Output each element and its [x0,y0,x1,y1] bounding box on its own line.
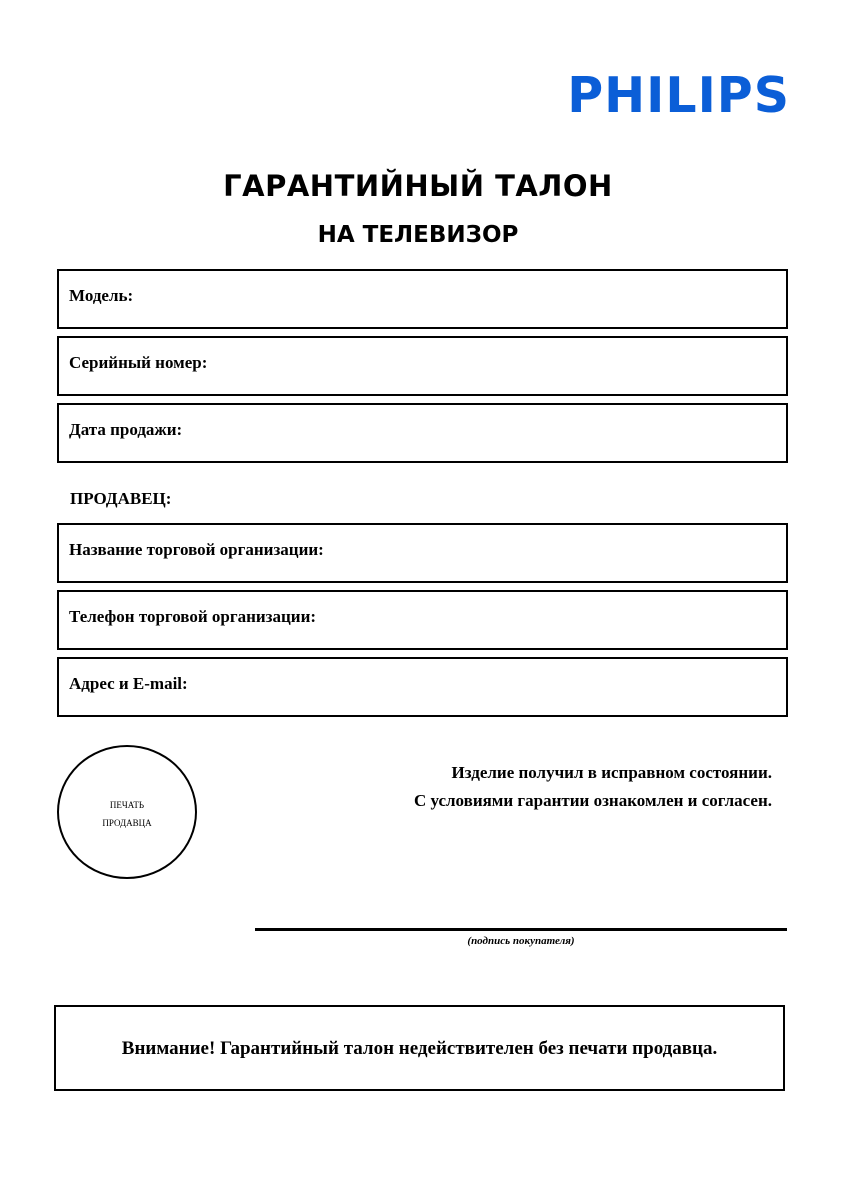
store-name-field[interactable] [57,523,788,583]
sale-date-field[interactable] [57,403,788,463]
serial-number-field[interactable] [57,336,788,396]
serial-number-field-label: Серийный номер: [69,353,208,372]
stamp-label-line2: ПРОДАВЦА [102,818,152,828]
sale-date-field-label: Дата продажи: [69,420,183,439]
philips-logo: PHILIPS [567,67,790,124]
page-title: ГАРАНТИЙНЫЙ ТАЛОН [223,169,613,203]
acknowledgement-line1: Изделие получил в исправном состоянии. [451,763,772,782]
stamp-label-line1: ПЕЧАТЬ [109,800,145,810]
store-phone-field-label: Телефон торговой организации: [69,607,317,626]
warning-box [54,1005,785,1091]
model-field[interactable] [57,269,788,329]
address-email-field-label: Адрес и E-mail: [69,674,188,693]
buyer-signature-line[interactable] [255,928,787,931]
seller-stamp-area [57,745,197,879]
page-subtitle: НА ТЕЛЕВИЗОР [317,222,519,248]
warning-text: Внимание! Гарантийный талон недействителен без печати продавца. [121,1038,718,1059]
acknowledgement-line2: С условиями гарантии ознакомлен и согласен. [413,791,772,810]
address-email-field[interactable] [57,657,788,717]
store-phone-field[interactable] [57,590,788,650]
model-field-label: Модель: [69,286,134,305]
seller-heading: ПРОДАВЕЦ: [70,489,172,508]
store-name-field-label: Название торговой организации: [69,540,324,559]
buyer-signature-caption: (подпись покупателя) [467,935,575,947]
